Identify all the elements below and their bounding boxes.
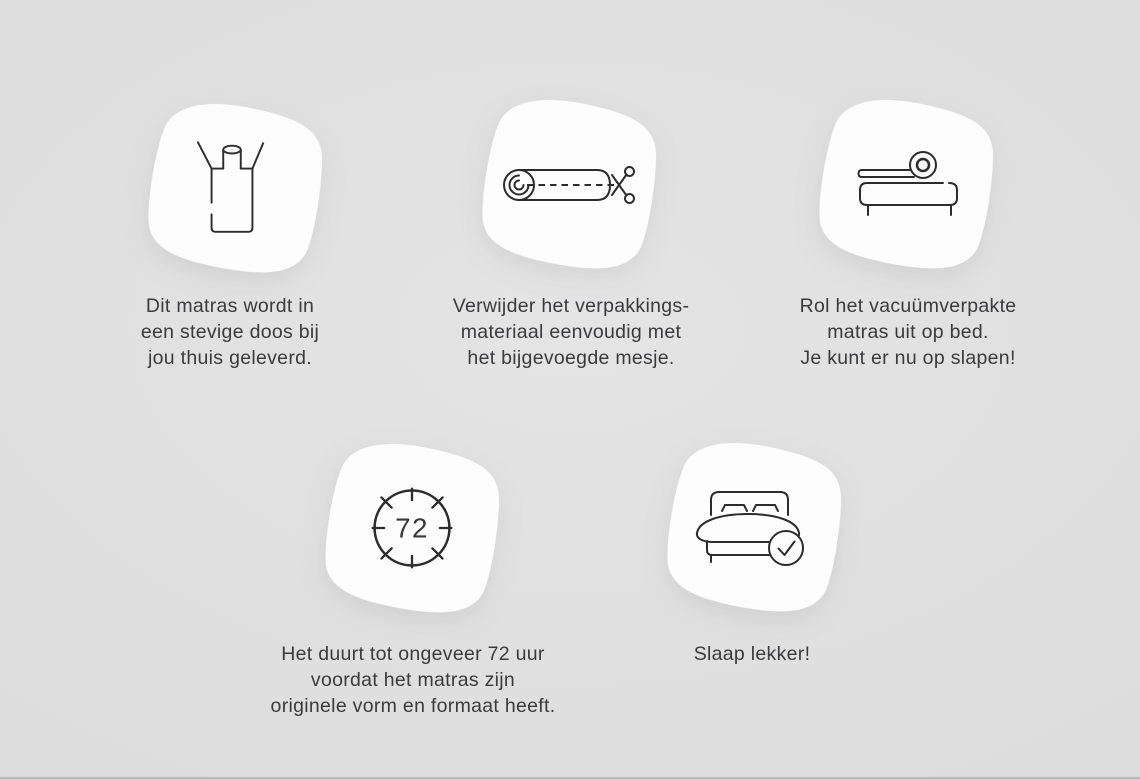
clock-72-label: 72 [395,512,429,544]
mattress-unrolling-on-bed-icon [854,149,964,219]
rolled-mattress-with-scissors-icon [500,156,640,214]
step1-caption [80,293,380,371]
step4-caption [233,641,593,719]
step2-caption [411,293,731,371]
caption-line: een stevige doos bij [140,321,320,343]
caption-line: het bijgevoegde mesje. [467,347,675,369]
caption-line: matras uit op bed. [827,321,989,343]
clock-72-icon [364,480,460,576]
step3-caption [748,293,1068,371]
caption-line: Dit matras wordt in [145,295,315,317]
caption-line: Slaap lekker! [693,643,811,665]
caption-line: Het duurt tot ongeveer 72 uur [281,643,545,665]
caption-line: Je kunt er nu op slapen! [800,347,1016,369]
caption-line: materiaal eenvoudig met [460,321,682,343]
caption-line: voordat het matras zijn [310,669,516,691]
caption-line: Rol het vacuümverpakte [799,295,1017,317]
bed-with-checkmark-icon [694,488,806,566]
caption-line: originele vorm en formaat heeft. [270,695,556,717]
step5-caption [622,641,882,667]
caption-line: Verwijder het verpakkings- [452,295,690,317]
open-box-with-rolled-mattress-icon [196,139,268,239]
caption-line: jou thuis geleverd. [148,347,312,369]
